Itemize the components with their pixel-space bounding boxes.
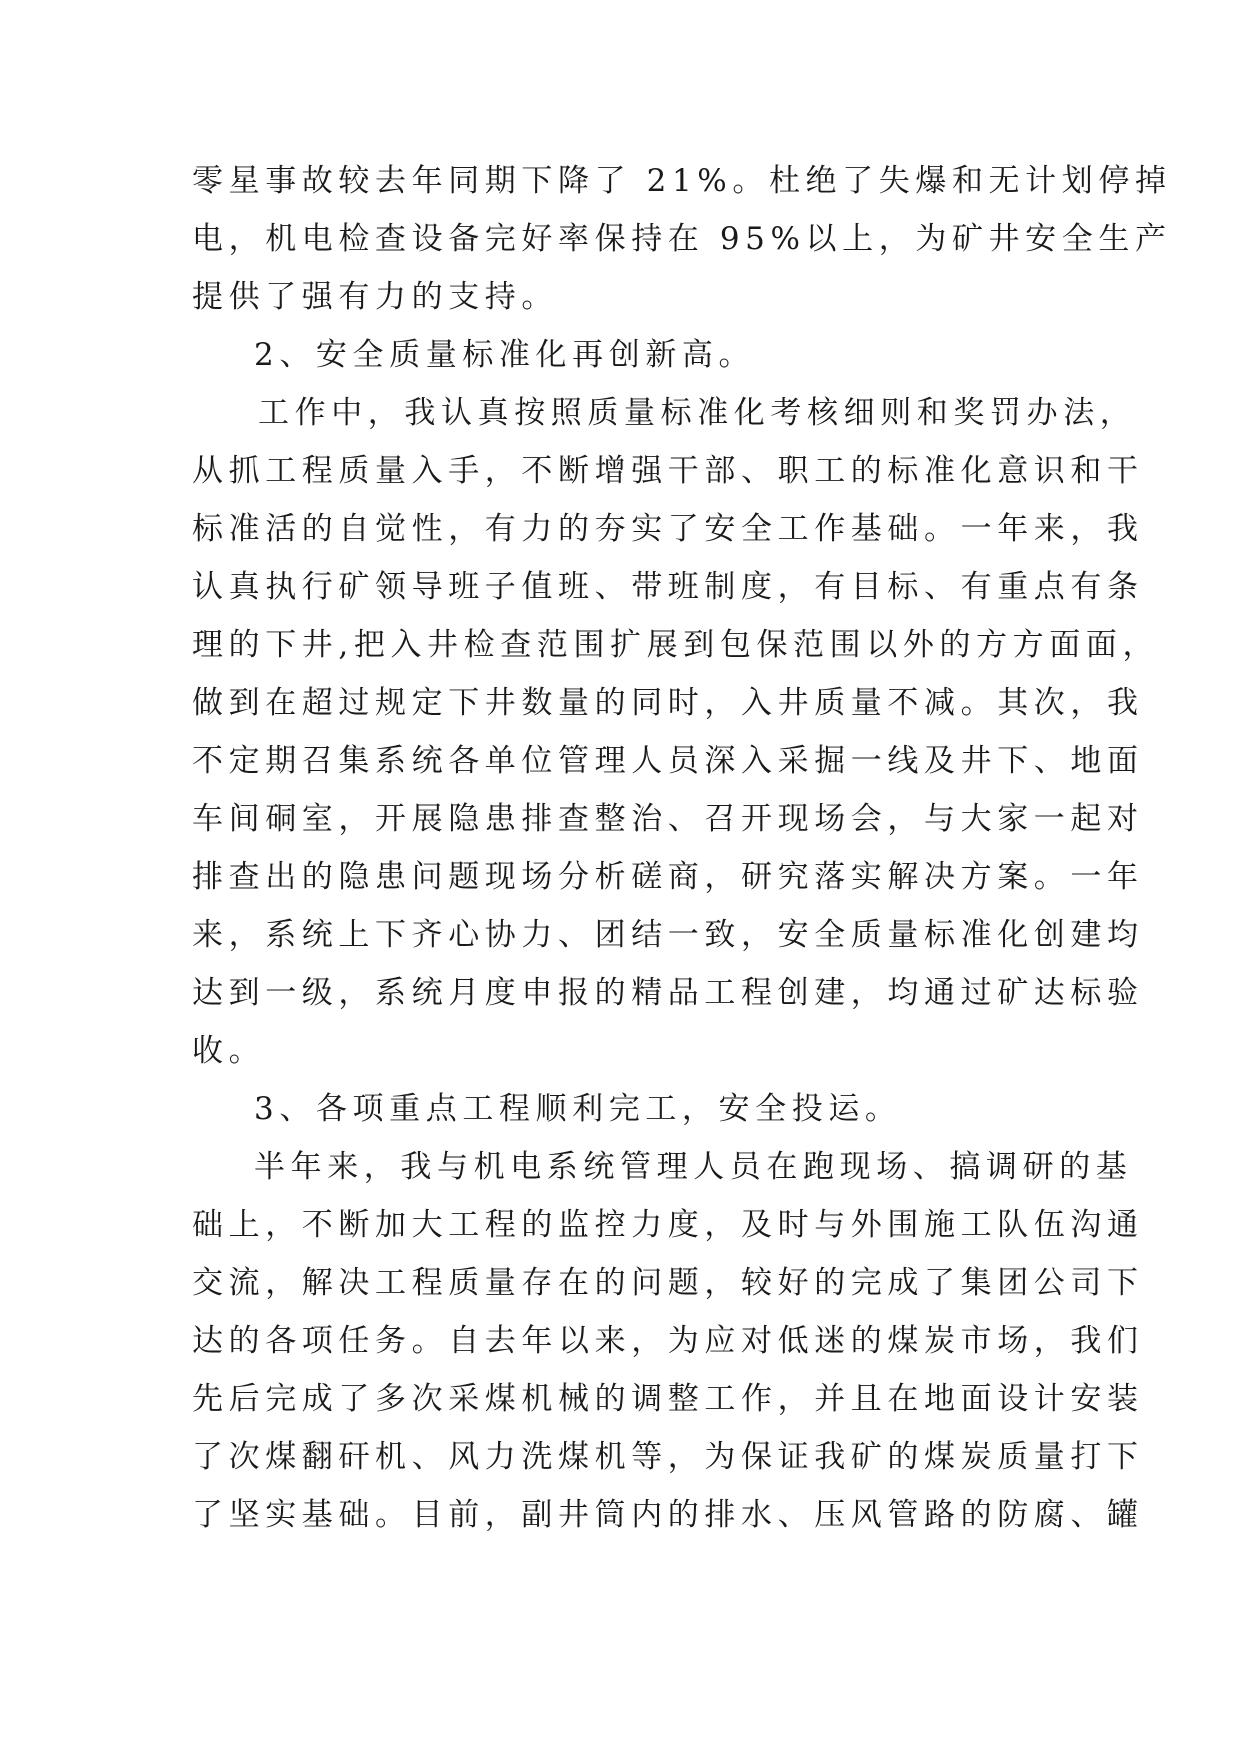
text-line: 认真执行矿领导班子值班、带班制度，有目标、有重点有条 [192, 569, 1144, 605]
text-line: 排查出的隐患问题现场分析磋商，研究落实解决方案。一年 [192, 859, 1144, 895]
text-line: 不定期召集系统各单位管理人员深入采掘一线及井下、地面 [192, 743, 1144, 779]
text-line: 理的下井,把入井检查范围扩展到包保范围以外的方方面面， [192, 627, 1160, 663]
text-line: 了坚实基础。目前，副井筒内的排水、压风管路的防腐、罐 [192, 1497, 1144, 1533]
text-line: 工作中，我认真按照质量标准化考核细则和奖罚办法， [258, 395, 1137, 431]
text-line: 达到一级，系统月度申报的精品工程创建，均通过矿达标验 [192, 975, 1144, 1011]
text-line: 半年来，我与机电系统管理人员在跑现场、搞调研的基 [254, 1149, 1133, 1185]
document-body [192, 152, 1172, 1544]
text-line: 标准活的自觉性，有力的夯实了安全工作基础。一年来，我 [192, 511, 1144, 547]
text-line: 来，系统上下齐心协力、团结一致，安全质量标准化创建均 [192, 917, 1144, 953]
text-line: 电，机电检查设备完好率保持在 95%以上，为矿井安全生产 [192, 221, 1172, 257]
text-line: 交流，解决工程质量存在的问题，较好的完成了集团公司下 [192, 1265, 1144, 1301]
text-line: 收。 [192, 1033, 266, 1069]
text-line: 做到在超过规定下井数量的同时，入井质量不减。其次，我 [192, 685, 1144, 721]
text-line: 提供了强有力的支持。 [192, 279, 558, 315]
section-heading-3: 3、各项重点工程顺利完工，安全投运。 [254, 1091, 902, 1127]
text-line: 达的各项任务。自去年以来，为应对低迷的煤炭市场，我们 [192, 1323, 1144, 1359]
text-line: 础上，不断加大工程的监控力度，及时与外围施工队伍沟通 [192, 1207, 1144, 1243]
text-line: 车间硐室，开展隐患排查整治、召开现场会，与大家一起对 [192, 801, 1144, 837]
text-line: 先后完成了多次采煤机械的调整工作，并且在地面设计安装 [192, 1381, 1144, 1417]
text-line: 了次煤翻矸机、风力洗煤机等，为保证我矿的煤炭质量打下 [192, 1439, 1144, 1475]
text-line: 零星事故较去年同期下降了 21%。杜绝了失爆和无计划停掉 [192, 163, 1172, 199]
text-line: 从抓工程质量入手，不断增强干部、职工的标准化意识和干 [192, 453, 1144, 489]
section-heading-2: 2、安全质量标准化再创新高。 [254, 337, 756, 373]
